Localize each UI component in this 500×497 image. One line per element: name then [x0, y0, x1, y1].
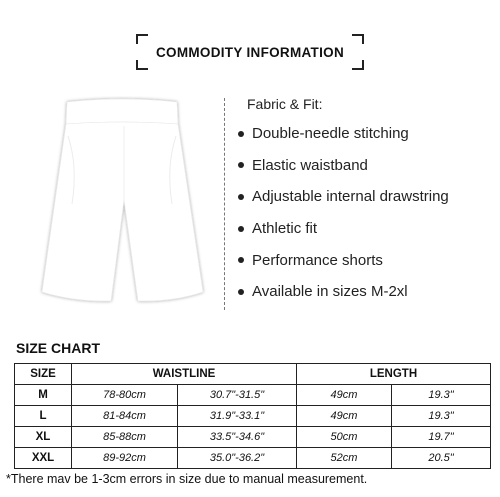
waist-cm-cell: 89-92cm	[72, 448, 178, 469]
size-chart-table	[14, 363, 491, 469]
length-cm-cell: 49cm	[297, 385, 392, 406]
length-in-cell: 19.3"	[392, 406, 491, 427]
length-cm-cell: 50cm	[297, 427, 392, 448]
measurement-note: *There mav be 1-3cm errors in size due to manual measurement.	[6, 472, 368, 486]
feature-label: Athletic fit	[252, 220, 318, 238]
waist-in-cell: 33.5"-34.6"	[178, 427, 297, 448]
list-item	[238, 150, 449, 182]
size-cell: M	[15, 385, 72, 406]
table-row	[15, 406, 491, 427]
length-in-cell: 20.5"	[392, 448, 491, 469]
size-cell: XL	[15, 427, 72, 448]
waist-cm-cell: 85-88cm	[72, 427, 178, 448]
list-item	[238, 118, 449, 150]
table-row	[15, 427, 491, 448]
table-row	[15, 385, 491, 406]
feature-label: Available in sizes M-2xl	[252, 283, 408, 301]
table-row	[15, 448, 491, 469]
shorts-image	[20, 96, 225, 321]
length-cm-cell: 49cm	[297, 406, 392, 427]
bullet-icon	[238, 131, 244, 137]
feature-label: Elastic waistband	[252, 156, 368, 174]
column-header-length: LENGTH	[297, 364, 491, 385]
length-cm-cell: 52cm	[297, 448, 392, 469]
bullet-icon	[238, 194, 244, 200]
column-header-size: SIZE	[15, 364, 72, 385]
section-divider	[224, 98, 225, 310]
feature-label: Double-needle stitching	[252, 125, 409, 143]
list-item	[238, 244, 449, 276]
list-item	[238, 276, 449, 308]
size-chart-heading: SIZE CHART	[16, 340, 100, 356]
waist-in-cell: 30.7"-31.5"	[178, 385, 297, 406]
waist-in-cell: 31.9"-33.1"	[178, 406, 297, 427]
bullet-icon	[238, 162, 244, 168]
column-header-waistline: WAISTLINE	[72, 364, 297, 385]
list-item	[238, 181, 449, 213]
length-in-cell: 19.3"	[392, 385, 491, 406]
list-item	[238, 213, 449, 245]
table-header-row	[15, 364, 491, 385]
feature-label: Performance shorts	[252, 251, 383, 269]
size-cell: L	[15, 406, 72, 427]
bullet-icon	[238, 289, 244, 295]
size-cell: XXL	[15, 448, 72, 469]
length-in-cell: 19.7"	[392, 427, 491, 448]
bullet-icon	[238, 226, 244, 232]
feature-label: Adjustable internal drawstring	[252, 188, 449, 206]
waist-cm-cell: 78-80cm	[72, 385, 178, 406]
waist-cm-cell: 81-84cm	[72, 406, 178, 427]
feature-list	[238, 118, 449, 308]
waist-in-cell: 35.0"-36.2"	[178, 448, 297, 469]
fit-heading: Fabric & Fit:	[247, 96, 323, 112]
title-frame	[136, 34, 364, 70]
page-title: COMMODITY INFORMATION	[155, 44, 345, 60]
bullet-icon	[238, 257, 244, 263]
